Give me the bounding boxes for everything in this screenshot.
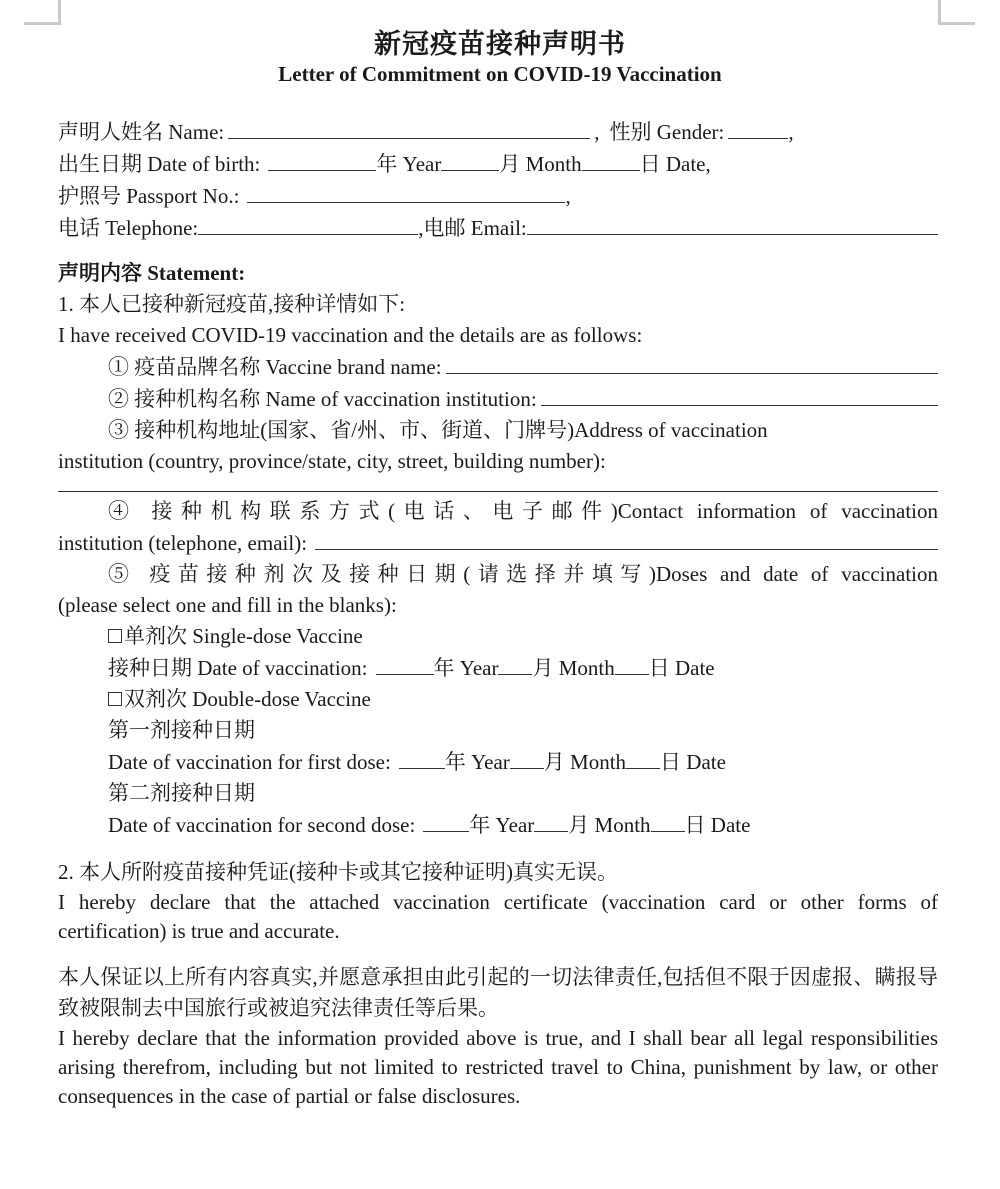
- second-dose-date-row: [58, 809, 938, 841]
- item2-en: I hereby declare that the attached vaccination certificate (vaccination card or other forms of certification) is true and accurate.: [58, 890, 938, 943]
- doses-label-a: ⑤ 疫苗接种剂次及接种日期(请选择并填写)Doses and date of vaccination: [108, 562, 938, 586]
- passport-label: 护照号 Passport No.:: [58, 184, 240, 208]
- second-dose-day-label: 日 Date: [684, 813, 751, 837]
- institution-contact-label-b: institution (telephone, email):: [58, 531, 308, 555]
- second-dose-month-label: 月 Month: [568, 813, 651, 837]
- second-dose-date-label: Date of vaccination for second dose:: [108, 813, 416, 837]
- document-title-en: Letter of Commitment on COVID-19 Vaccination: [278, 62, 722, 86]
- institution-address-field[interactable]: [58, 477, 938, 492]
- institution-name-row: [58, 383, 938, 415]
- first-dose-month-label: 月 Month: [543, 750, 627, 774]
- double-dose-option[interactable]: [58, 684, 938, 715]
- first-dose-date-label: Date of vaccination for first dose:: [108, 750, 391, 774]
- second-dose-month-field[interactable]: [534, 809, 568, 832]
- first-dose-month-field[interactable]: [510, 746, 544, 769]
- email-field[interactable]: [527, 212, 938, 235]
- form-content: [58, 116, 938, 1111]
- dob-label: 出生日期 Date of birth:: [58, 152, 261, 176]
- name-gender-row: [58, 116, 938, 148]
- first-dose-date-row: [58, 746, 938, 778]
- passport-row: [58, 180, 938, 212]
- phone-field[interactable]: [198, 212, 418, 235]
- doses-line-2: [58, 590, 938, 621]
- double-dose-checkbox[interactable]: [108, 692, 122, 706]
- second-dose-cn: 第二剂接种日期: [108, 781, 255, 805]
- name-field[interactable]: [228, 116, 590, 139]
- final-declaration-cn: 本人保证以上所有内容真实,并愿意承担由此引起的一切法律责任,包括但不限于因虚报、瞒报导致被限制去中国旅行或被追究法律责任等后果。: [58, 965, 938, 1020]
- name-label: 声明人姓名 Name:: [58, 120, 225, 144]
- vaccine-brand-label: ① 疫苗品牌名称 Vaccine brand name:: [108, 355, 442, 379]
- institution-contact-line-1: [58, 496, 938, 527]
- item1-cn: 1. 本人已接种新冠疫苗,接种详情如下:: [58, 292, 406, 316]
- single-dose-month-label: 月 Month: [532, 656, 615, 680]
- first-dose-cn: 第一剂接种日期: [108, 718, 255, 742]
- single-dose-date-row: [58, 652, 938, 684]
- statement-heading: 声明内容 Statement:: [58, 261, 246, 285]
- gender-label: 性别 Gender:: [609, 120, 725, 144]
- institution-contact-label-a: ④ 接种机构联系方式(电话、电子邮件)Contact information of vaccination: [108, 499, 938, 523]
- single-dose-option[interactable]: [58, 621, 938, 652]
- single-dose-year-label: 年 Year: [433, 656, 499, 680]
- spacer: [58, 946, 938, 962]
- single-dose-day-label: 日 Date: [648, 656, 715, 680]
- single-dose-checkbox[interactable]: [108, 629, 122, 643]
- institution-address-label-b: institution (country, province/state, city, street, building number):: [58, 449, 606, 473]
- email-label: ,电邮 Email:: [418, 216, 527, 240]
- vaccine-brand-row: [58, 351, 938, 383]
- first-dose-day-label: 日 Date: [660, 750, 726, 774]
- doses-label-b: (please select one and fill in the blanks):: [58, 593, 397, 617]
- first-dose-day-field[interactable]: [626, 746, 660, 769]
- second-dose-year-label: 年 Year: [469, 813, 535, 837]
- second-dose-day-field[interactable]: [651, 809, 685, 832]
- single-dose-month-field[interactable]: [498, 652, 532, 675]
- gender-separator: ,: [594, 120, 600, 144]
- institution-name-field[interactable]: [541, 383, 938, 406]
- dob-day-field[interactable]: [582, 148, 640, 171]
- institution-address-line-1: [58, 415, 938, 446]
- passport-field[interactable]: [247, 180, 565, 203]
- document-title-cn: 新冠疫苗接种声明书: [374, 29, 626, 59]
- institution-name-label: ② 接种机构名称 Name of vaccination institution:: [108, 387, 537, 411]
- dob-row: [58, 148, 938, 180]
- single-dose-year-field[interactable]: [376, 652, 434, 675]
- second-dose-year-field[interactable]: [423, 809, 469, 832]
- item1-en: I have received COVID-19 vaccination and the details are as follows:: [58, 323, 643, 347]
- vaccine-brand-field[interactable]: [446, 351, 938, 374]
- single-dose-label: 单剂次 Single-dose Vaccine: [124, 624, 363, 648]
- dob-month-field[interactable]: [441, 148, 499, 171]
- institution-contact-line-2: [58, 527, 938, 559]
- gender-end: ,: [788, 120, 794, 144]
- passport-end: ,: [565, 184, 571, 208]
- dob-month-label: 月 Month: [499, 152, 582, 176]
- gender-field[interactable]: [728, 116, 788, 139]
- doses-line-1: [58, 559, 938, 590]
- first-dose-year-label: 年 Year: [444, 750, 510, 774]
- single-dose-date-label: 接种日期 Date of vaccination:: [108, 656, 368, 680]
- spacer: [58, 841, 938, 857]
- single-dose-day-field[interactable]: [615, 652, 649, 675]
- institution-contact-field[interactable]: [315, 527, 938, 550]
- dob-year-label: 年 Year: [376, 152, 442, 176]
- final-declaration-en: I hereby declare that the information provided above is true, and I shall bear all legal responsibilities arising therefrom, including but not limited to restricted travel to China, punishment by law, or other consequences in the case of partial or false disclosures.: [58, 1026, 938, 1108]
- dob-year-field[interactable]: [268, 148, 376, 171]
- institution-address-line-2: [58, 446, 938, 477]
- double-dose-label: 双剂次 Double-dose Vaccine: [124, 687, 371, 711]
- dob-day-label: 日 Date,: [639, 152, 711, 176]
- phone-label: 电话 Telephone:: [58, 216, 199, 240]
- institution-address-label-a: ③ 接种机构地址(国家、省/州、市、街道、门牌号)Address of vaccination: [108, 418, 768, 442]
- item2-cn: 2. 本人所附疫苗接种凭证(接种卡或其它接种证明)真实无误。: [58, 860, 618, 884]
- contact-row: [58, 212, 938, 244]
- first-dose-year-field[interactable]: [399, 746, 445, 769]
